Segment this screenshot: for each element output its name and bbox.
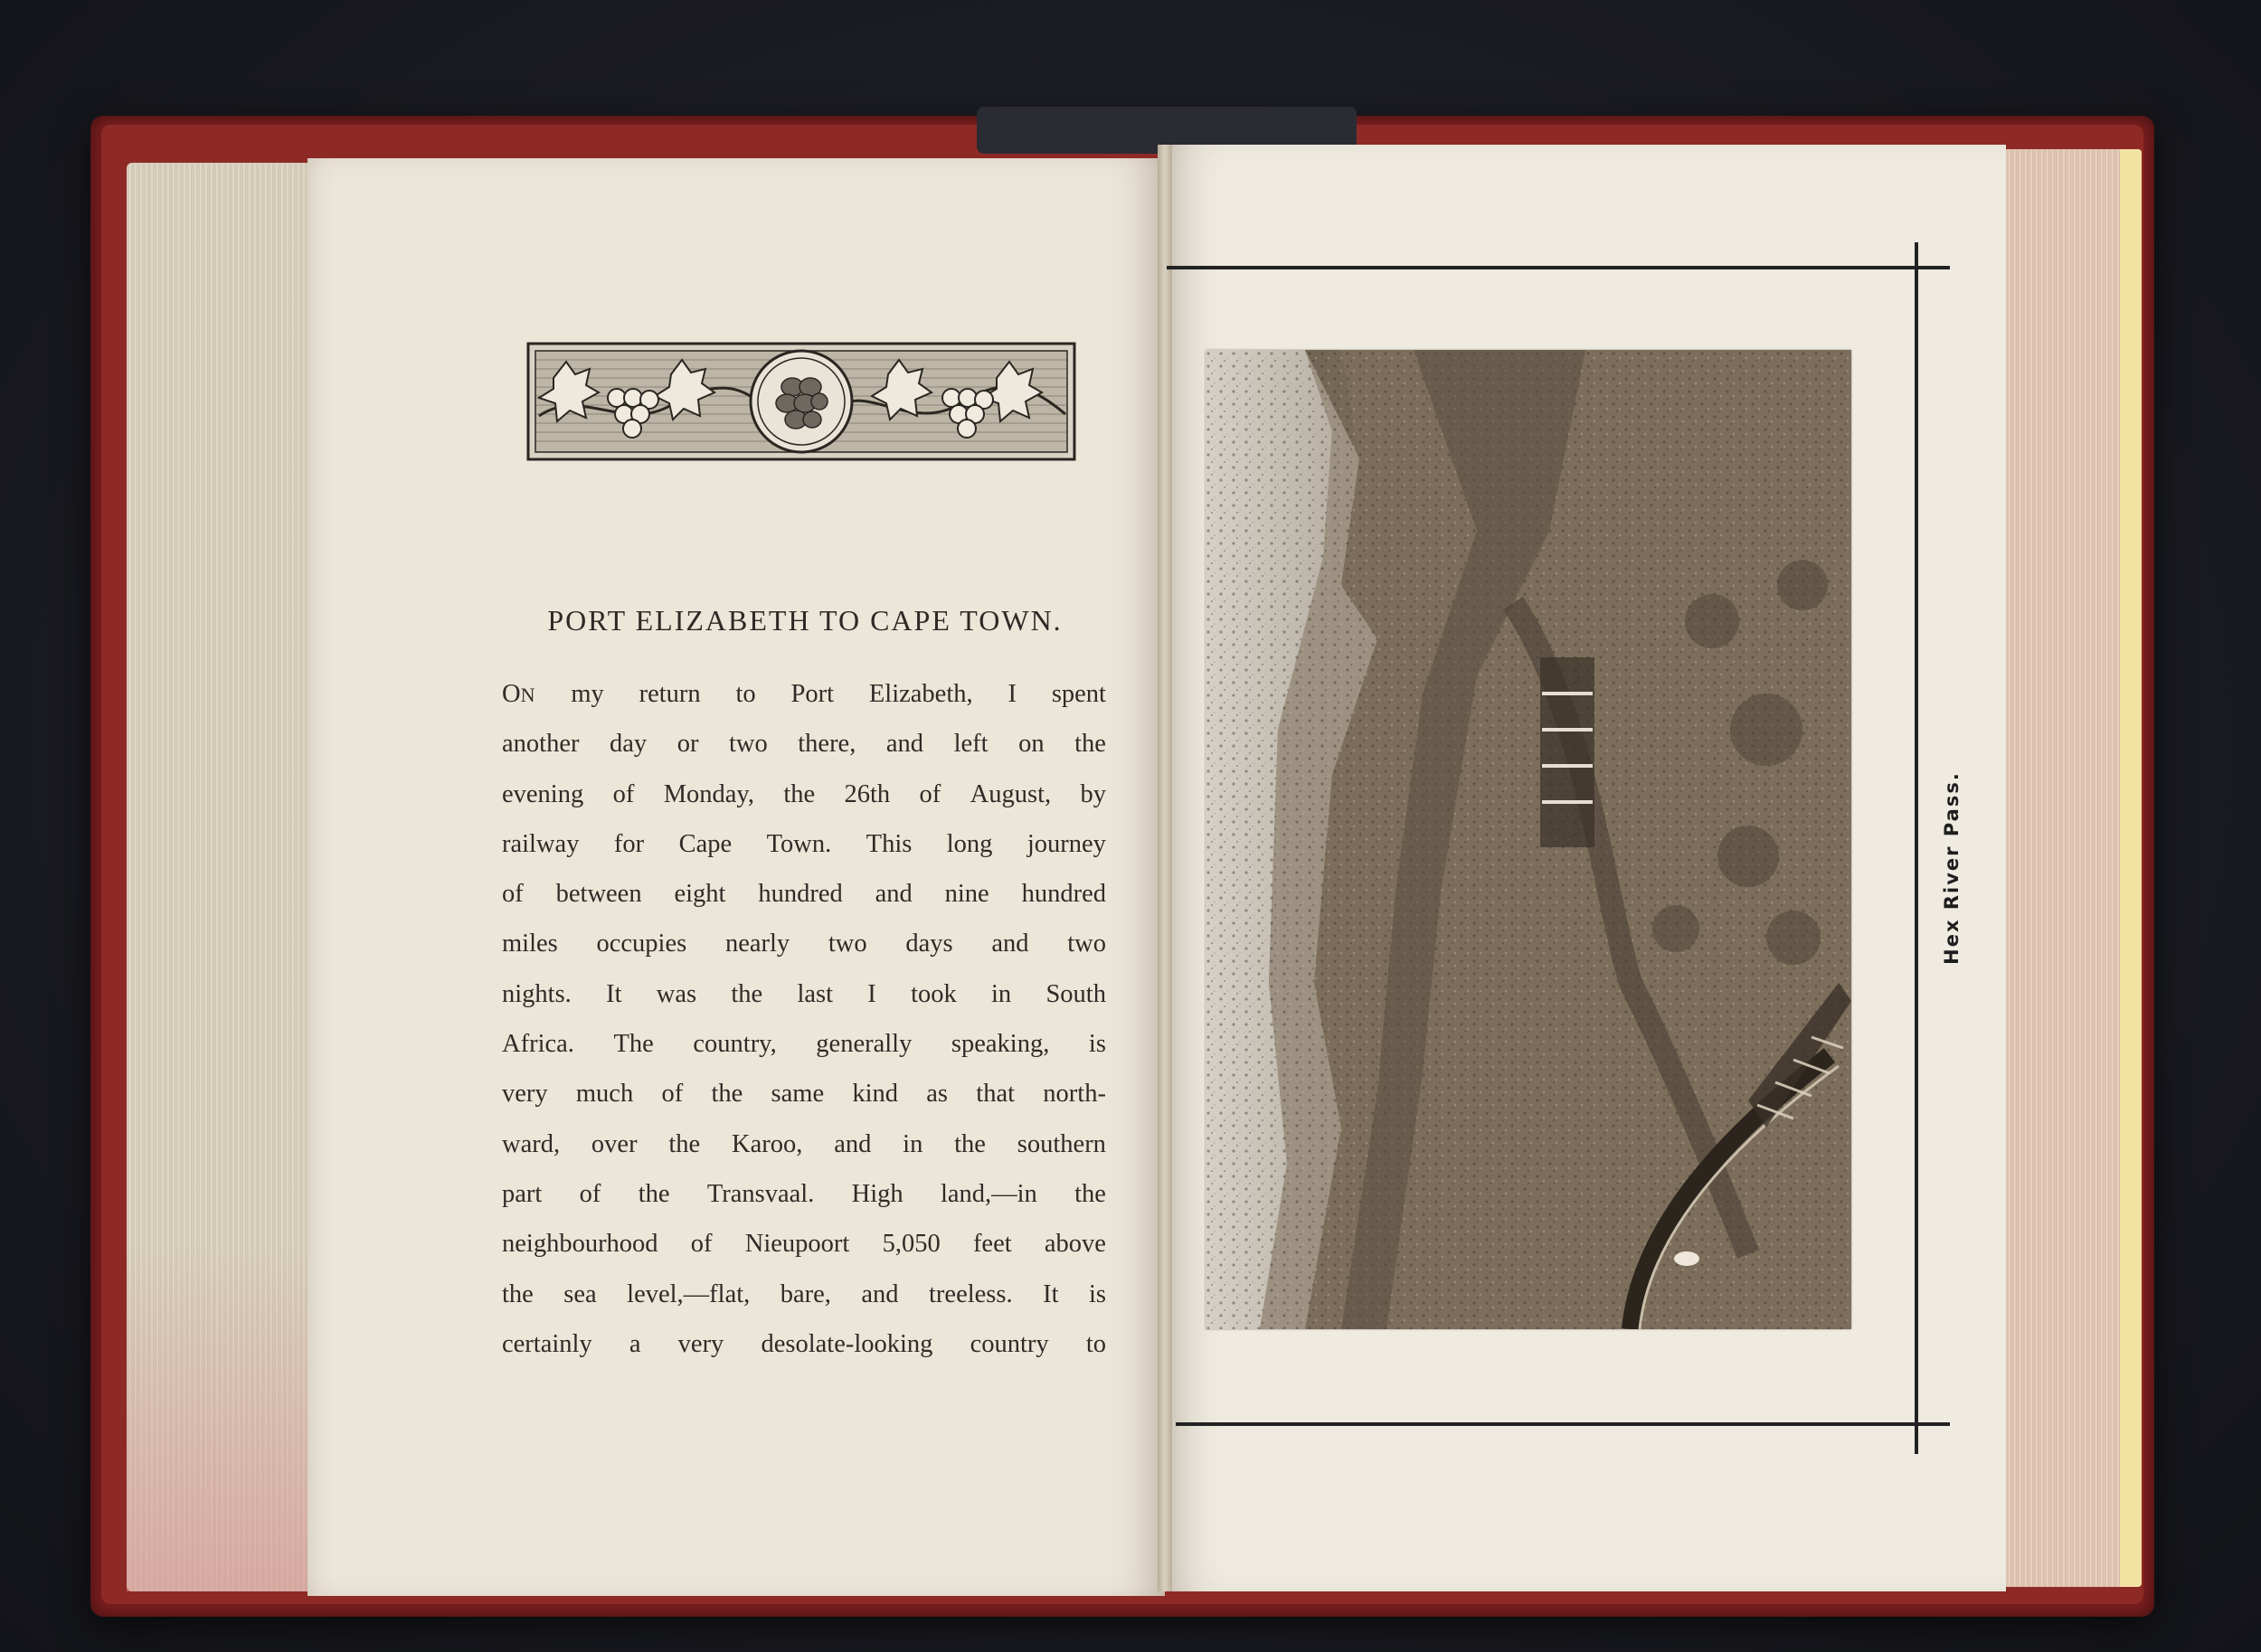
text-word: spent <box>1051 680 1106 708</box>
text-word: bare, <box>780 1279 831 1308</box>
text-line <box>502 1080 1106 1129</box>
text-word: sea <box>563 1279 597 1308</box>
text-word: It <box>606 979 622 1008</box>
text-word: country <box>970 1329 1049 1358</box>
text-word: Monday, <box>663 779 754 808</box>
text-word: much <box>575 1080 634 1109</box>
text-word: long <box>946 829 993 858</box>
text-word: South <box>1045 979 1106 1008</box>
text-word: the <box>711 1080 743 1109</box>
text-line <box>502 730 1106 779</box>
text-line <box>502 780 1106 830</box>
text-word: by <box>1080 779 1106 808</box>
text-word: certainly <box>502 1329 592 1358</box>
text-line <box>502 830 1106 880</box>
text-line <box>502 880 1106 930</box>
text-word: two <box>828 930 867 958</box>
text-word: a <box>629 1329 641 1358</box>
text-word: in <box>903 1129 923 1158</box>
text-word: kind <box>852 1080 899 1109</box>
frame-rule-right <box>1915 242 1918 1454</box>
text-word: return <box>639 680 701 708</box>
text-word: treeless. <box>929 1279 1013 1308</box>
text-line <box>502 1180 1106 1230</box>
text-line <box>502 1230 1106 1279</box>
text-word: ON <box>502 680 536 708</box>
text-line <box>502 1030 1106 1080</box>
text-word: occupies <box>596 930 687 958</box>
text-word: Town. <box>766 829 832 858</box>
text-word: eight <box>674 880 726 909</box>
text-word: level,—flat, <box>627 1279 751 1308</box>
text-word: miles <box>502 930 558 958</box>
text-word: and <box>991 930 1029 958</box>
text-word: It <box>1043 1279 1059 1308</box>
left-page-edges <box>127 163 326 1591</box>
text-word: part <box>502 1179 543 1208</box>
text-word: there, <box>798 730 856 759</box>
text-word: the <box>1074 730 1106 759</box>
text-word: of <box>661 1080 684 1109</box>
right-page-edges <box>1990 149 2125 1587</box>
text-word: 5,050 <box>882 1230 941 1259</box>
text-word: nights. <box>502 979 572 1008</box>
text-word: days <box>905 930 953 958</box>
text-word: day <box>610 730 648 759</box>
text-word: nearly <box>724 930 790 958</box>
text-word: Cape <box>678 829 733 858</box>
text-line <box>502 1330 1106 1380</box>
photo-caption <box>1938 773 1965 963</box>
text-word: over <box>591 1129 638 1158</box>
text-word: I <box>1008 680 1017 708</box>
text-word: of <box>690 1230 713 1259</box>
text-word: on <box>1018 730 1045 759</box>
text-word: southern <box>1017 1129 1106 1158</box>
text-word: very <box>502 1080 548 1109</box>
book-gutter <box>1158 145 1172 1591</box>
grape-vine-headpiece <box>526 342 1076 461</box>
text-word: Transvaal. <box>706 1179 815 1208</box>
hex-river-pass-photograph <box>1206 350 1851 1329</box>
chapter-body-text <box>502 680 1106 1380</box>
text-word: the <box>783 779 816 808</box>
text-word: is <box>1088 1030 1106 1059</box>
text-word: the <box>954 1129 986 1158</box>
text-word: very <box>677 1329 724 1358</box>
text-word: The <box>613 1030 654 1059</box>
text-word: or <box>676 730 699 759</box>
text-word: country, <box>693 1030 777 1059</box>
text-word: I <box>867 979 876 1008</box>
text-line <box>502 980 1106 1030</box>
text-word: Karoo, <box>732 1129 803 1158</box>
text-word: is <box>1088 1279 1106 1308</box>
text-line <box>502 680 1106 730</box>
text-word: the <box>502 1279 534 1308</box>
text-word: the <box>668 1129 701 1158</box>
text-word: journey <box>1026 829 1106 858</box>
text-word: nine <box>944 880 989 909</box>
text-word: the <box>1074 1179 1106 1208</box>
text-word: Port <box>790 680 835 708</box>
text-word: to <box>1085 1329 1106 1358</box>
text-word: and <box>834 1129 872 1158</box>
text-word: two <box>1067 930 1106 958</box>
text-word: the <box>638 1179 670 1208</box>
text-word: of <box>502 880 524 909</box>
text-word: desolate-looking <box>761 1329 933 1358</box>
text-word: Elizabeth, <box>868 680 973 708</box>
text-word: ward, <box>502 1129 561 1158</box>
text-word: of <box>579 1179 601 1208</box>
text-word: the <box>731 979 763 1008</box>
text-word: for <box>613 829 645 858</box>
text-line <box>502 930 1106 979</box>
text-word: left <box>953 730 989 759</box>
text-word: land,—in <box>940 1179 1037 1208</box>
text-word: my <box>571 680 604 708</box>
text-word: took <box>911 979 957 1008</box>
text-line <box>502 1130 1106 1180</box>
text-word: hundred <box>758 880 843 909</box>
text-word: evening <box>502 779 584 808</box>
text-word: another <box>502 730 580 759</box>
text-word: speaking, <box>951 1030 1050 1059</box>
text-word: same <box>771 1080 825 1109</box>
photo-caption-text: Hex River Pass. <box>1941 771 1963 965</box>
text-word: neighbourhood <box>502 1230 658 1259</box>
text-word: hundred <box>1021 880 1106 909</box>
frame-rule-bottom <box>1176 1422 1950 1426</box>
text-word: was <box>656 979 697 1008</box>
text-word: in <box>991 979 1012 1008</box>
text-word: above <box>1044 1230 1106 1259</box>
text-word: High <box>851 1179 903 1208</box>
text-word: north- <box>1043 1080 1106 1109</box>
text-word: and <box>875 880 913 909</box>
text-word: Africa. <box>502 1030 574 1059</box>
text-word: and <box>885 730 924 759</box>
text-word: and <box>861 1279 899 1308</box>
text-word: generally <box>816 1030 913 1059</box>
text-line <box>502 1280 1106 1330</box>
text-word: of <box>919 779 941 808</box>
text-word: of <box>612 779 635 808</box>
text-word: two <box>728 730 768 759</box>
text-word: August, <box>970 779 1052 808</box>
text-word: as <box>926 1080 949 1109</box>
text-word: feet <box>972 1230 1012 1259</box>
text-word: between <box>555 880 642 909</box>
text-word: This <box>866 829 913 858</box>
text-word: railway <box>502 829 580 858</box>
text-word: to <box>735 680 756 708</box>
chapter-heading: PORT ELIZABETH TO CAPE TOWN. <box>547 604 1063 637</box>
text-word: last <box>797 979 834 1008</box>
frame-rule-top <box>1167 266 1950 269</box>
text-word: Nieupoort <box>744 1230 850 1259</box>
text-word: 26th <box>844 779 891 808</box>
text-word: that <box>976 1080 1016 1109</box>
